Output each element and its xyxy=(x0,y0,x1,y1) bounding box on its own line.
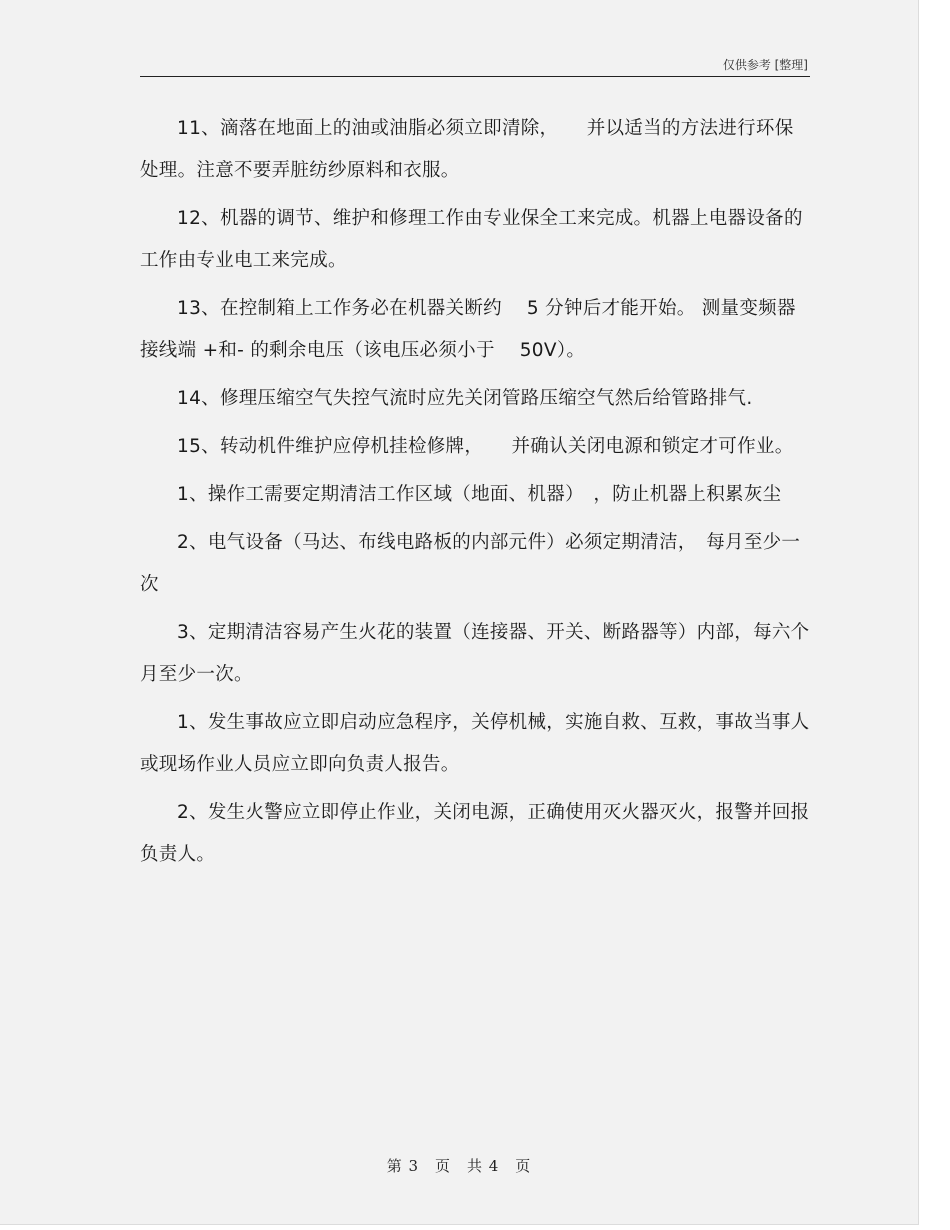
page-number: 第 3 页 共 4 页 xyxy=(386,1157,532,1175)
paragraph-13: 13、在控制箱上工作务必在机器关断约 5 分钟后才能开始。 测量变频器接线端 +和- 的剩余电压（该电压必须小于 50V）。 xyxy=(140,298,796,361)
cleaning-item-2: 2、电气设备（马达、布线电路板的内部元件）必须定期清洁， 每月至少一次 xyxy=(140,532,801,595)
header-note: 仅供参考 [整理] xyxy=(722,58,808,72)
cleaning-item-3: 3、定期清洁容易产生火花的装置（连接器、开关、断路器等）内部，每六个月至少一次。 xyxy=(140,622,810,685)
emergency-item-1: 1、发生事故应立即启动应急程序，关停机械，实施自救、互救，事故当事人或现场作业人员应立即向负责人报告。 xyxy=(140,712,810,775)
paragraph-12: 12、机器的调节、维护和修理工作由专业保全工来完成。机器上电器设备的工作由专业电工来完成。 xyxy=(140,208,803,271)
body-text xyxy=(140,108,810,882)
paragraph-11: 11、滴落在地面上的油或油脂必须立即清除， 并以适当的方法进行环保处理。注意不要弄脏纺纱原料和衣服。 xyxy=(140,118,794,181)
paragraph-14: 14、修理压缩空气失控气流时应先关闭管路压缩空气然后给管路排气. xyxy=(177,388,753,409)
paragraph-15: 15、转动机件维护应停机挂检修牌， 并确认关闭电源和锁定才可作业。 xyxy=(177,436,794,457)
header-divider xyxy=(140,76,810,77)
emergency-item-2: 2、发生火警应立即停止作业，关闭电源，正确使用灭火器灭火，报警并回报负责人。 xyxy=(140,802,810,865)
cleaning-item-1: 1、操作工需要定期清洁工作区域（地面、机器） ，防止机器上积累灰尘 xyxy=(177,484,782,505)
